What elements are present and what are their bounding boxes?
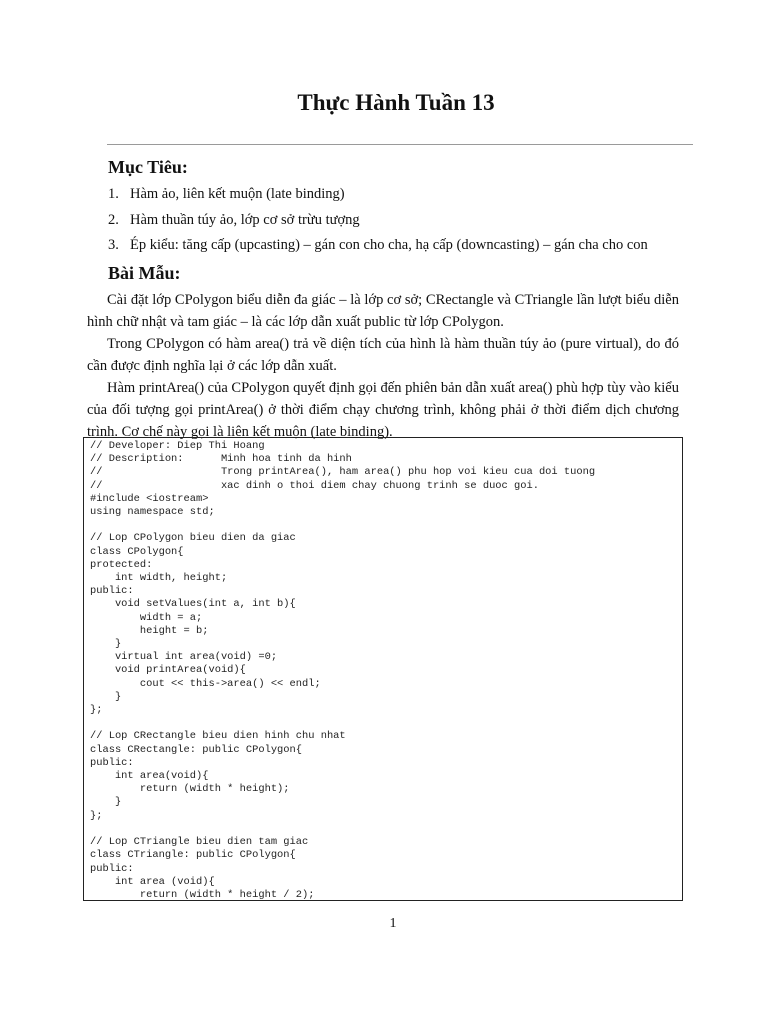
page-number: 1 — [389, 916, 397, 931]
paragraph: Hàm printArea() của CPolygon quyết định gọi đến phiên bản dẫn xuất area() phù hợp tùy vào kiểu của đối tượng gọi printArea() ở thời điểm chạy chương trình, không phải ở thời điểm dịch chương trình. Cơ chế này gọi là liên kết muộn (late binding). — [87, 380, 679, 440]
objectives-list — [108, 182, 708, 259]
objective-item — [108, 208, 708, 234]
objective-text: Hàm thuần túy ảo, lớp cơ sở trừu tượng — [130, 211, 360, 228]
objective-number: 3. — [108, 237, 119, 253]
objective-number: 2. — [108, 211, 119, 228]
paragraph: Cài đặt lớp CPolygon biểu diễn đa giác – là lớp cơ sở; CRectangle và CTriangle lần lượt biểu diễn hình chữ nhật và tam giác – là các lớp dẫn xuất public từ lớp CPolygon. — [87, 292, 679, 330]
objectives-heading: Mục Tiêu: — [108, 157, 188, 177]
sample-description — [87, 289, 679, 443]
objective-number: 1. — [108, 186, 119, 202]
code-listing: // Developer: Diep Thi Hoang // Description: Minh hoa tinh da hinh // Trong printArea(), ham area() phu hop voi kieu cua doi tuong // xac dinh o thoi diem chay chuong trinh se duoc goi. #include <iostream> using namespace std; // Lop CPolygon bieu dien da giac class CPolygon{ protected: int width, height; public: void setValues(int a, int b){ width = a; height = b; } virtual int area(void) =0; void printArea(void){ cout << this->area() << endl; } }; // Lop CRectangle bieu dien hinh chu nhat class CRectangle: public CPolygon{ public: int area(void){ return (width * height); } }; // Lop CTriangle bieu dien tam giac class CTriangle: public CPolygon{ public: int area (void){ return (width * height / 2); — [90, 440, 596, 901]
title-divider — [107, 144, 693, 145]
page-title: Thực Hành Tuần 13 — [297, 90, 495, 115]
objective-item — [108, 182, 708, 208]
sample-heading: Bài Mẫu: — [108, 263, 181, 283]
objective-text: Hàm ảo, liên kết muộn (late binding) — [130, 186, 345, 202]
objective-text: Ép kiểu: tăng cấp (upcasting) – gán con cho cha, hạ cấp (downcasting) – gán cha cho con — [130, 237, 648, 253]
paragraph: Trong CPolygon có hàm area() trả về diện tích của hình là hàm thuần túy ảo (pure virtual), do đó cần được định nghĩa lại ở các lớp dẫn xuất. — [87, 336, 679, 374]
code-block — [83, 437, 683, 901]
objective-item — [108, 233, 708, 259]
